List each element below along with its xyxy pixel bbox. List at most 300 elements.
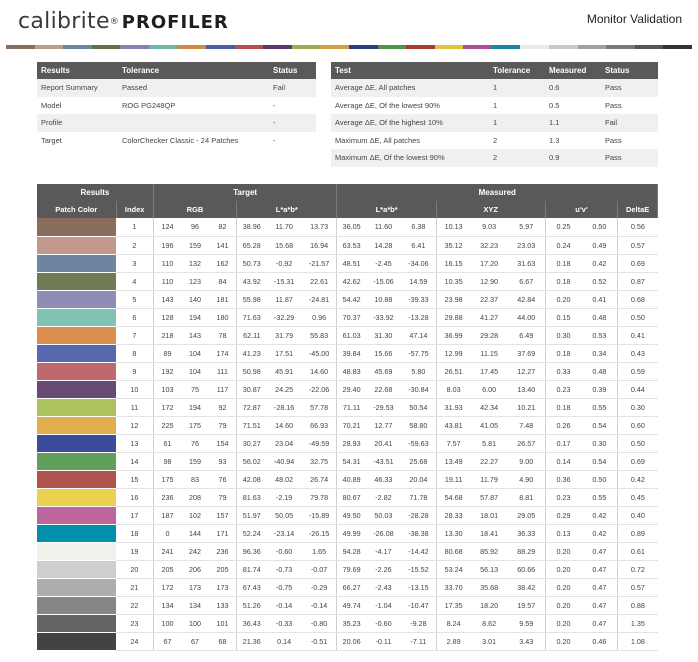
- table-row: [37, 290, 658, 308]
- measurement-cell: 29.05: [508, 506, 545, 524]
- patch-index-cell: 4: [116, 272, 153, 290]
- color-stripe-segment: [120, 45, 149, 49]
- measurement-cell: -0.29: [302, 578, 337, 596]
- patch-color-swatch: [37, 254, 116, 272]
- color-stripe-segment: [35, 45, 64, 49]
- measurement-cell: 13.73: [302, 218, 337, 236]
- measurement-cell: 29.28: [470, 326, 507, 344]
- summary-cell: -: [269, 114, 316, 132]
- table-row: [37, 362, 658, 380]
- measurement-cell: 20.41: [366, 434, 401, 452]
- measurement-cell: -2.82: [366, 488, 401, 506]
- measurement-cell: 75: [181, 380, 209, 398]
- measurement-cell: 8.62: [470, 614, 507, 632]
- measurement-cell: 141: [209, 236, 237, 254]
- table-row: [37, 326, 658, 344]
- measurement-cell: 132: [181, 254, 209, 272]
- measurement-cell: 0.53: [581, 326, 617, 344]
- measurement-cell: 0.52: [581, 272, 617, 290]
- measurement-cell: 0.30: [618, 398, 658, 416]
- measurement-cell: -0.92: [267, 254, 302, 272]
- measurement-cell: -0.11: [366, 632, 401, 650]
- measurement-cell: 205: [153, 560, 181, 578]
- measurement-cell: 0.87: [618, 272, 658, 290]
- measurement-cell: 0.17: [545, 434, 581, 452]
- color-stripe-segment: [492, 45, 521, 49]
- measurement-cell: 7.57: [436, 434, 470, 452]
- color-stripe-segment: [177, 45, 206, 49]
- measurement-cell: -29.53: [366, 398, 401, 416]
- summary-cell: ROG PG248QP: [122, 100, 176, 110]
- measurement-cell: 162: [209, 254, 237, 272]
- measurement-cell: 26.74: [302, 470, 337, 488]
- patch-color-swatch: [37, 524, 116, 542]
- measurement-cell: 50.03: [366, 506, 401, 524]
- summary-row: [331, 79, 658, 97]
- measurement-cell: 0.40: [618, 506, 658, 524]
- index-header: Index: [116, 201, 153, 218]
- page-title: Monitor Validation: [586, 12, 682, 26]
- summary-row: [37, 79, 316, 97]
- measurement-cell: 0.18: [545, 272, 581, 290]
- measurement-cell: 0.30: [545, 326, 581, 344]
- measurement-cell: 0.50: [581, 218, 617, 236]
- measurement-cell: 0: [153, 524, 181, 542]
- measurement-cell: 0.48: [581, 362, 617, 380]
- measurement-cell: 96: [181, 218, 209, 236]
- measurement-cell: -28.16: [267, 398, 302, 416]
- measured-lab-header: L*a*b*: [337, 201, 436, 218]
- measurement-cell: 208: [181, 488, 209, 506]
- measurement-cell: 0.39: [581, 380, 617, 398]
- measurement-cell: 0.41: [618, 326, 658, 344]
- patch-color-swatch: [37, 236, 116, 254]
- table-row: [37, 308, 658, 326]
- color-stripe: [6, 45, 692, 49]
- measurement-cell: 70.21: [337, 416, 366, 434]
- measurement-cell: 71.11: [337, 398, 366, 416]
- measurement-cell: 0.20: [545, 632, 581, 650]
- measurement-cell: 29.40: [337, 380, 366, 398]
- measurement-cell: -0.07: [302, 560, 337, 578]
- summary-cell: Pass: [605, 100, 622, 110]
- patch-color-swatch: [37, 272, 116, 290]
- measurement-cell: 79.78: [302, 488, 337, 506]
- measurement-cell: 3.01: [470, 632, 507, 650]
- measurement-cell: -34.06: [401, 254, 436, 272]
- measurement-cell: 0.89: [618, 524, 658, 542]
- summary-cell: Average ΔE, Of the highest 10%: [331, 114, 489, 132]
- measured-group-header: Measured: [337, 184, 658, 201]
- summary-header-cell: Tolerance: [489, 62, 545, 79]
- table-row: [37, 560, 658, 578]
- measurement-cell: 36.33: [508, 524, 545, 542]
- measurement-cell: 12.99: [436, 344, 470, 362]
- measurement-cell: -45.00: [302, 344, 337, 362]
- measurement-cell: 180: [209, 308, 237, 326]
- patch-index-cell: 1: [116, 218, 153, 236]
- measurement-cell: 44.00: [508, 308, 545, 326]
- measurement-cell: 43.81: [436, 416, 470, 434]
- measurement-cell: 0.42: [581, 506, 617, 524]
- measurement-cell: -9.28: [401, 614, 436, 632]
- patch-index-cell: 19: [116, 542, 153, 560]
- measurement-cell: 0.20: [545, 542, 581, 560]
- measurement-cell: 14.60: [267, 416, 302, 434]
- measurement-cell: 11.15: [470, 344, 507, 362]
- measurement-cell: 111: [209, 362, 237, 380]
- measurement-cell: -2.19: [267, 488, 302, 506]
- measurement-cell: 144: [181, 524, 209, 542]
- measurement-cell: 43.92: [237, 272, 267, 290]
- measurement-cell: -15.89: [302, 506, 337, 524]
- patch-index-cell: 22: [116, 596, 153, 614]
- measurement-cell: 12.27: [508, 362, 545, 380]
- measurement-cell: 0.14: [267, 632, 302, 650]
- measurement-cell: 50.98: [237, 362, 267, 380]
- measurement-cell: 133: [209, 596, 237, 614]
- measurement-cell: 12.90: [470, 272, 507, 290]
- measurement-cell: -15.06: [366, 272, 401, 290]
- measurement-cell: 55.98: [237, 290, 267, 308]
- report-header: [0, 0, 698, 44]
- measurement-cell: 8.81: [508, 488, 545, 506]
- patch-color-swatch: [37, 218, 116, 236]
- measurement-cell: 0.24: [545, 236, 581, 254]
- measurement-cell: 206: [181, 560, 209, 578]
- summary-row: [331, 149, 658, 167]
- measurement-cell: 0.20: [545, 614, 581, 632]
- measurement-cell: 92: [209, 398, 237, 416]
- summary-cell: [118, 114, 269, 132]
- measurement-cell: 0.36: [545, 470, 581, 488]
- measurement-cell: 72.87: [237, 398, 267, 416]
- measurement-cell: 23.03: [508, 236, 545, 254]
- summary-cell: Maximum ΔE, Of the lowest 90%: [331, 149, 489, 167]
- measurement-cell: 32.23: [470, 236, 507, 254]
- measurement-cell: 8.03: [436, 380, 470, 398]
- measurement-cell: 35.68: [470, 578, 507, 596]
- measurement-cell: 17.35: [436, 596, 470, 614]
- measurement-cell: 242: [181, 542, 209, 560]
- measurement-cell: 0.26: [545, 416, 581, 434]
- measurement-cell: 66.93: [302, 416, 337, 434]
- measurement-cell: 57.87: [470, 488, 507, 506]
- measurement-cell: 50.73: [237, 254, 267, 272]
- measurement-cell: 63.53: [337, 236, 366, 254]
- measurement-cell: -28.28: [401, 506, 436, 524]
- measurement-cell: 0.20: [545, 560, 581, 578]
- measurement-cell: 0.72: [618, 560, 658, 578]
- measurement-cell: 194: [181, 398, 209, 416]
- measurement-cell: 194: [181, 308, 209, 326]
- patch-index-cell: 17: [116, 506, 153, 524]
- patch-index-cell: 7: [116, 326, 153, 344]
- patch-color-header: Patch Color: [37, 201, 116, 218]
- calibrite-profiler-logo: [18, 9, 229, 37]
- measurement-cell: -10.47: [401, 596, 436, 614]
- results-summary-table: [37, 62, 316, 149]
- measurement-cell: 14.59: [401, 272, 436, 290]
- measurement-cell: 49.99: [337, 524, 366, 542]
- patch-index-cell: 10: [116, 380, 153, 398]
- table-row: [37, 236, 658, 254]
- color-stripe-segment: [263, 45, 292, 49]
- patch-color-swatch: [37, 452, 116, 470]
- measurement-cell: 0.55: [581, 398, 617, 416]
- measurement-cell: 78: [209, 326, 237, 344]
- measurement-cell: 104: [181, 362, 209, 380]
- measurement-cell: 35.23: [337, 614, 366, 632]
- measurement-cell: 23.04: [267, 434, 302, 452]
- patch-color-swatch: [37, 470, 116, 488]
- measurement-cell: 0.43: [618, 344, 658, 362]
- measurement-cell: 23.98: [436, 290, 470, 308]
- measurement-cell: 11.60: [366, 218, 401, 236]
- summary-cell: Target: [41, 135, 62, 145]
- measurement-cell: 13.40: [508, 380, 545, 398]
- measurement-cell: 98: [153, 452, 181, 470]
- patch-color-swatch: [37, 362, 116, 380]
- measurement-cell: 22.27: [470, 452, 507, 470]
- summary-header-cell: Results: [37, 62, 118, 79]
- measurement-cell: 67.43: [237, 578, 267, 596]
- measurement-cell: 181: [209, 290, 237, 308]
- summary-cell: 2: [489, 149, 545, 167]
- patch-index-cell: 9: [116, 362, 153, 380]
- measurement-cell: -39.33: [401, 290, 436, 308]
- uv-header: u'v': [545, 201, 618, 218]
- measurement-cell: 10.35: [436, 272, 470, 290]
- table-row: [37, 506, 658, 524]
- color-stripe-segment: [63, 45, 92, 49]
- measurement-cell: 67: [153, 632, 181, 650]
- measurement-cell: -13.28: [401, 308, 436, 326]
- summary-cell: Pass: [601, 79, 658, 97]
- patch-index-cell: 16: [116, 488, 153, 506]
- measurement-cell: 110: [153, 254, 181, 272]
- measurement-cell: 65.28: [237, 236, 267, 254]
- patch-measurement-table: [37, 184, 658, 651]
- measurement-cell: 0.54: [581, 452, 617, 470]
- summary-cell: Report Summary: [37, 79, 118, 97]
- summary-cell: 1: [489, 114, 545, 132]
- measurement-cell: 0.88: [618, 596, 658, 614]
- measurement-cell: 3.43: [508, 632, 545, 650]
- measurement-cell: 9.00: [508, 452, 545, 470]
- measurement-cell: 52.24: [237, 524, 267, 542]
- measurement-cell: 10.88: [366, 290, 401, 308]
- measurement-cell: 60.66: [508, 560, 545, 578]
- measurement-cell: 58.80: [401, 416, 436, 434]
- measurement-cell: 50.54: [401, 398, 436, 416]
- table-row: [37, 380, 658, 398]
- measurement-cell: -22.06: [302, 380, 337, 398]
- summary-cell: 2: [493, 135, 498, 145]
- summary-cell: Average ΔE, Of the lowest 90%: [335, 100, 440, 110]
- summary-cell: 1.3: [549, 135, 560, 145]
- patch-index-cell: 21: [116, 578, 153, 596]
- table-row: [37, 470, 658, 488]
- measurement-cell: 159: [181, 236, 209, 254]
- color-stripe-segment: [349, 45, 378, 49]
- measurement-cell: 28.93: [337, 434, 366, 452]
- measurement-cell: 104: [181, 344, 209, 362]
- table-row: [37, 254, 658, 272]
- measurement-cell: -26.08: [366, 524, 401, 542]
- measurement-cell: -59.63: [401, 434, 436, 452]
- measurement-cell: 46.33: [366, 470, 401, 488]
- measurement-cell: 143: [181, 326, 209, 344]
- measurement-cell: 1.35: [618, 614, 658, 632]
- table-row: [37, 488, 658, 506]
- measurement-cell: 140: [181, 290, 209, 308]
- measurement-cell: 192: [153, 362, 181, 380]
- measurement-cell: 0.96: [302, 308, 337, 326]
- measurement-cell: 0.47: [581, 578, 617, 596]
- measurement-cell: 0.33: [545, 362, 581, 380]
- measurement-cell: -57.75: [401, 344, 436, 362]
- logo-registered-mark: ®: [109, 17, 119, 27]
- measurement-cell: 0.42: [581, 254, 617, 272]
- measurement-cell: 5.97: [508, 218, 545, 236]
- measurement-cell: 11.70: [267, 218, 302, 236]
- measurement-cell: 10.13: [436, 218, 470, 236]
- summary-cell: Average ΔE, All patches: [331, 79, 489, 97]
- summary-header-cell: Tolerance: [118, 62, 269, 79]
- table-row: [37, 596, 658, 614]
- patch-color-swatch: [37, 542, 116, 560]
- color-stripe-segment: [235, 45, 264, 49]
- patch-color-swatch: [37, 434, 116, 452]
- measurement-cell: 12.77: [366, 416, 401, 434]
- summary-cell: 0.6: [545, 79, 601, 97]
- measurement-cell: 0.18: [545, 254, 581, 272]
- measurement-cell: 26.57: [508, 434, 545, 452]
- measurement-cell: 172: [153, 398, 181, 416]
- measurement-cell: 16.15: [436, 254, 470, 272]
- measurement-cell: 0.42: [581, 524, 617, 542]
- measurement-cell: -30.84: [401, 380, 436, 398]
- measurement-cell: 67: [181, 632, 209, 650]
- measurement-cell: 82: [209, 218, 237, 236]
- color-stripe-segment: [549, 45, 578, 49]
- measurement-cell: 38.42: [508, 578, 545, 596]
- measurement-cell: 49.50: [337, 506, 366, 524]
- measurement-cell: 0.47: [581, 614, 617, 632]
- measurement-cell: 0.56: [618, 218, 658, 236]
- measurement-cell: -26.15: [302, 524, 337, 542]
- tests-summary-table: [331, 62, 658, 167]
- measurement-cell: 18.41: [470, 524, 507, 542]
- measurement-cell: 0.41: [581, 290, 617, 308]
- measurement-cell: 48.83: [337, 362, 366, 380]
- summary-header-cell: Status: [601, 62, 658, 79]
- measurement-cell: 0.34: [581, 344, 617, 362]
- patch-index-cell: 20: [116, 560, 153, 578]
- measurement-cell: 13.49: [436, 452, 470, 470]
- measurement-cell: 8.24: [436, 614, 470, 632]
- summary-row: [37, 132, 316, 150]
- measurement-cell: 37.69: [508, 344, 545, 362]
- patch-color-swatch: [37, 398, 116, 416]
- measurement-cell: 22.68: [366, 380, 401, 398]
- measurement-cell: 1.08: [618, 632, 658, 650]
- summary-row: [331, 132, 658, 150]
- measurement-cell: 89: [153, 344, 181, 362]
- measurement-cell: 0.57: [618, 578, 658, 596]
- measurement-cell: 0.48: [581, 308, 617, 326]
- measurement-cell: 0.60: [618, 416, 658, 434]
- color-stripe-segment: [206, 45, 235, 49]
- measurement-cell: 21.36: [237, 632, 267, 650]
- patch-color-swatch: [37, 560, 116, 578]
- table-row: [37, 272, 658, 290]
- patch-index-cell: 13: [116, 434, 153, 452]
- measurement-cell: 15.66: [366, 344, 401, 362]
- measurement-cell: 0.23: [545, 488, 581, 506]
- measurement-cell: 18.20: [470, 596, 507, 614]
- table-row: [37, 434, 658, 452]
- measurement-cell: 143: [153, 290, 181, 308]
- xyz-header: XYZ: [436, 201, 545, 218]
- table-row: [37, 344, 658, 362]
- measurement-cell: 20.04: [401, 470, 436, 488]
- summary-cell: 0.9: [545, 149, 601, 167]
- measurement-cell: 0.50: [581, 470, 617, 488]
- measurement-cell: 134: [181, 596, 209, 614]
- measurement-cell: 61.03: [337, 326, 366, 344]
- measurement-cell: -2.43: [366, 578, 401, 596]
- summary-cell: Profile: [37, 114, 118, 132]
- measurement-cell: 31.63: [508, 254, 545, 272]
- measurement-cell: -33.92: [366, 308, 401, 326]
- measurement-cell: 5.80: [401, 362, 436, 380]
- color-stripe-segment: [320, 45, 349, 49]
- measurement-cell: 6.49: [508, 326, 545, 344]
- measurement-cell: 38.96: [237, 218, 267, 236]
- measurement-cell: -0.73: [267, 560, 302, 578]
- measurement-cell: 5.81: [470, 434, 507, 452]
- measurement-cell: 0.45: [618, 488, 658, 506]
- table-row: [37, 578, 658, 596]
- measurement-cell: 61: [153, 434, 181, 452]
- measurement-cell: 241: [153, 542, 181, 560]
- patch-color-swatch: [37, 380, 116, 398]
- patch-color-swatch: [37, 344, 116, 362]
- measurement-cell: 218: [153, 326, 181, 344]
- measurement-cell: 172: [153, 578, 181, 596]
- measurement-cell: 7.48: [508, 416, 545, 434]
- measurement-cell: 0.69: [618, 254, 658, 272]
- measurement-cell: 0.14: [545, 452, 581, 470]
- table-row: [37, 632, 658, 650]
- measurement-cell: -0.60: [366, 614, 401, 632]
- measurement-cell: 49.74: [337, 596, 366, 614]
- measurement-cell: 93: [209, 452, 237, 470]
- measurement-cell: -1.04: [366, 596, 401, 614]
- measurement-cell: -23.14: [267, 524, 302, 542]
- table-row: [37, 524, 658, 542]
- table-row: [37, 452, 658, 470]
- measurement-cell: 11.87: [267, 290, 302, 308]
- measurement-cell: 83: [181, 470, 209, 488]
- measurement-cell: 17.45: [470, 362, 507, 380]
- measurement-cell: 80.68: [436, 542, 470, 560]
- measurement-cell: 33.70: [436, 578, 470, 596]
- measurement-cell: 236: [209, 542, 237, 560]
- measurement-cell: 30.27: [237, 434, 267, 452]
